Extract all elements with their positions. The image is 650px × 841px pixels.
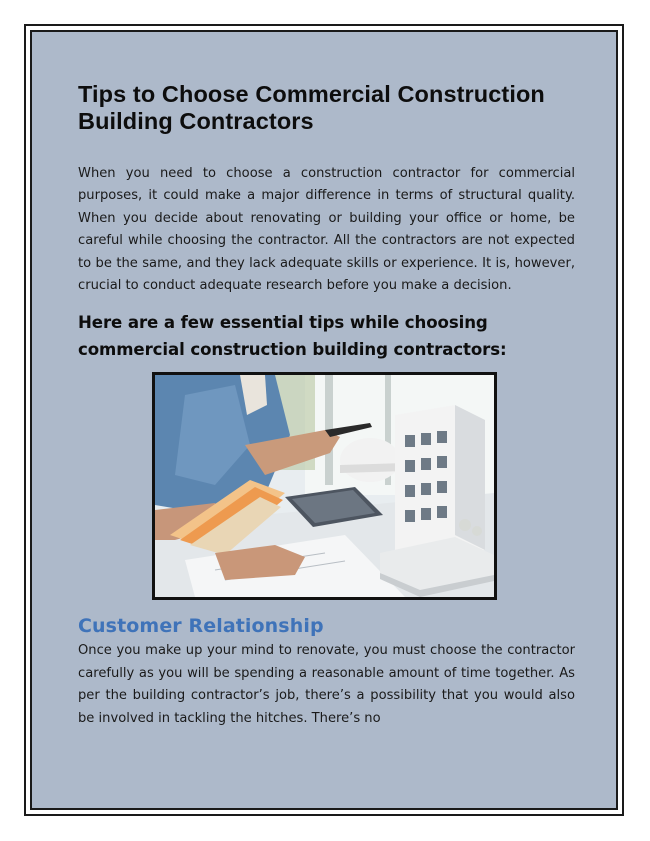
document-content <box>78 81 575 730</box>
section-heading: Customer Relationship <box>78 615 324 638</box>
photo-illustration <box>155 375 494 597</box>
tips-subheading: Here are a few essential tips while choosing commercial construction building contractors: <box>78 313 507 360</box>
intro-paragraph: When you need to choose a construction contractor for commercial purposes, it could make a major difference in terms of structural quality. When you decide about renovating or building your office or home, be careful while choosing the contractor. All the contractors are not expected to be the same, and they lack adequate skills or experience. It is, however, crucial to conduct adequate research before you make a decision. <box>78 166 575 294</box>
document-title: Tips to Choose Commercial Construction Building Contractors <box>78 81 545 134</box>
architectural-model-photo <box>152 372 497 600</box>
page-frame <box>24 24 624 816</box>
page-body <box>30 30 618 810</box>
section-paragraph: Once you make up your mind to renovate, you must choose the contractor carefully as you will be spending a reasonable amount of time together. As per the building contractor’s job, there’s a possibility that you would also be involved in tackling the hitches. There’s no <box>78 643 575 726</box>
